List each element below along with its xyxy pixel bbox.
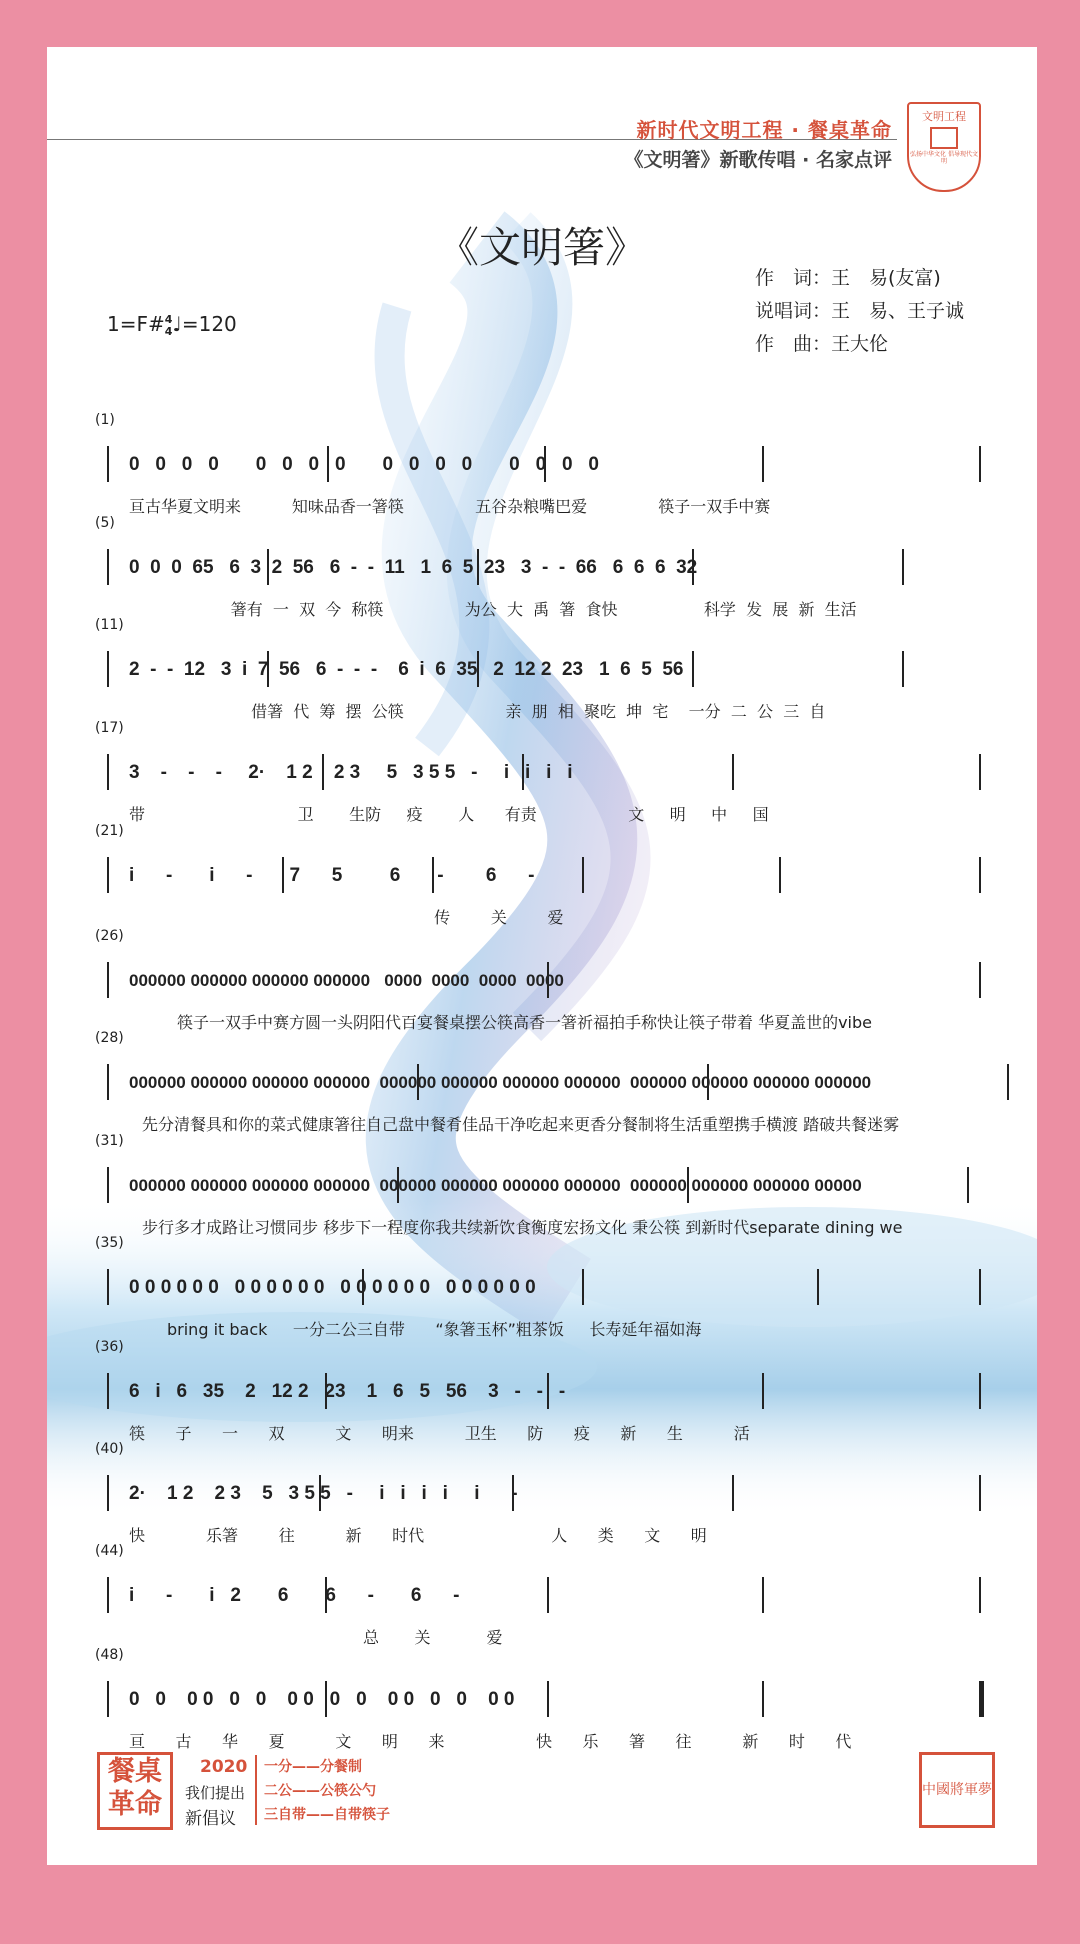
jianpu-notes: 6 i 6 35 2 12 2 23 1 6 5 56 3 - - - <box>129 1381 566 1402</box>
barline <box>979 962 981 998</box>
jianpu-notes: 0 0 0 0 0 0 0 0 0 0 0 0 0 0 0 0 <box>129 454 599 475</box>
barline <box>979 1475 981 1511</box>
barline <box>107 1577 109 1613</box>
staff-row <box>107 442 1032 488</box>
lyrics-line: 借箸 代 筹 摆 公筷 亲 朋 相 聚吃 坤 宅 一分 二 公 三 自 <box>129 702 826 721</box>
lyrics-line: 亘 古 华 夏 文 明 来 快 乐 箸 往 新 时 代 <box>129 1732 852 1751</box>
barline <box>979 754 981 790</box>
barline <box>1007 1064 1009 1100</box>
measure-number: (1) <box>95 412 115 428</box>
jianpu-notes: 3 - - - 2· 1 2 2 3 5 3 5 5 - i i i i <box>129 762 573 783</box>
initiative-1: 一分——分餐制 <box>264 1759 362 1775</box>
barline <box>732 754 734 790</box>
barline <box>107 1373 109 1409</box>
barline <box>979 1269 981 1305</box>
lyrics-line: 快 乐箸 往 新 时代 人 类 文 明 <box>129 1526 707 1545</box>
footer-proposal-2: 新倡议 <box>185 1809 236 1829</box>
wenming-gongcheng-seal: 文明工程 弘扬中华文化 倡导现代文明 <box>907 102 981 192</box>
initiative-2: 二公——公筷公勺 <box>264 1783 376 1799</box>
jianpu-notes: i - i 2 6 6 - 6 - <box>129 1585 460 1606</box>
measure-number: (17) <box>95 720 124 736</box>
lyrics-line: 总 关 爱 <box>129 1628 503 1647</box>
canzhuo-geming-badge: 餐桌 革命 <box>97 1752 173 1830</box>
staff-row <box>107 1471 1032 1517</box>
key-signature: 1=F#4 4♩=120 <box>107 312 237 338</box>
barline <box>979 857 981 893</box>
staff-row <box>107 1677 1032 1723</box>
barline <box>762 1373 764 1409</box>
barline <box>107 1269 109 1305</box>
initiative-3: 三自带——自带筷子 <box>264 1807 390 1823</box>
song-title: 《文明箸》 <box>436 223 647 272</box>
measure-number: (11) <box>95 617 124 633</box>
lyrics-line: 先分清餐具和你的菜式健康箸往自己盘中餐肴佳品干净吃起来更香分餐制将生活重塑携手横渡 踏破共餐迷雾 <box>142 1115 900 1134</box>
chinese-seal-stamp: 中國將軍夢 <box>919 1752 995 1828</box>
barline <box>547 1577 549 1613</box>
barline <box>979 1681 984 1717</box>
barline <box>107 651 109 687</box>
jianpu-notes: 0 0 0 0 0 0 0 0 0 0 0 0 0 0 0 0 0 0 0 0 0 0 0 0 <box>129 1277 536 1298</box>
staff-row <box>107 647 1032 693</box>
measure-number: (40) <box>95 1441 124 1457</box>
header-line-1: 新时代文明工程 · 餐桌革命 <box>636 118 892 142</box>
barline <box>107 857 109 893</box>
lyrics-line: 步行多才成路让习惯同步 移步下一程度你我共续新饮食衡度宏扬文化 秉公筷 到新时代separate dining we <box>142 1218 903 1237</box>
lyrics-line: 传 关 爱 <box>129 908 564 927</box>
barline <box>817 1269 819 1305</box>
barline <box>107 446 109 482</box>
jianpu-notes: 0 0 0 0 0 0 0 0 0 0 0 0 0 0 0 0 <box>129 1689 515 1710</box>
barline <box>779 857 781 893</box>
staff-row <box>107 1060 1032 1106</box>
jianpu-notes: 000000 000000 000000 000000 000000 000000 000000 000000 000000 000000 000000 00000 <box>129 1176 862 1195</box>
barline <box>979 1373 981 1409</box>
measure-number: (21) <box>95 823 124 839</box>
composer-credit: 作 曲：王大伦 <box>755 333 889 355</box>
barline <box>762 1577 764 1613</box>
barline <box>979 446 981 482</box>
staff-row <box>107 1163 1032 1209</box>
measure-number: (35) <box>95 1235 124 1251</box>
lyricist-credit: 作 词：王 易(友富) <box>755 267 941 289</box>
barline <box>979 1577 981 1613</box>
barline <box>762 1681 764 1717</box>
barline <box>692 651 694 687</box>
staff-row <box>107 1369 1032 1415</box>
barline <box>107 1064 109 1100</box>
lyrics-line: 筷子一双手中赛方圆一头阴阳代百宴餐桌摆公筷高香一箸祈福拍手称快让筷子带着 华夏盖世的vibe <box>177 1013 873 1032</box>
lyrics-line: bring it back 一分二公三自带 “象箸玉杯”粗茶饭 长寿延年福如海 <box>167 1320 702 1339</box>
sheet-music-page <box>47 47 1037 1865</box>
barline <box>902 651 904 687</box>
measure-number: (31) <box>95 1133 124 1149</box>
footer-divider <box>255 1755 257 1825</box>
barline <box>902 549 904 585</box>
barline <box>967 1167 969 1203</box>
staff-row <box>107 545 1032 591</box>
barline <box>732 1475 734 1511</box>
barline <box>107 1475 109 1511</box>
measure-number: (26) <box>95 928 124 944</box>
footer-initiatives <box>264 1755 390 1827</box>
barline <box>107 962 109 998</box>
measure-number: (48) <box>95 1647 124 1663</box>
measure-number: (5) <box>95 515 115 531</box>
lyrics-line: 带 卫 生防 疫 人 有责 文 明 中 国 <box>129 805 769 824</box>
barline <box>547 1681 549 1717</box>
barline <box>107 1167 109 1203</box>
barline <box>582 1269 584 1305</box>
barline <box>107 754 109 790</box>
barline <box>582 857 584 893</box>
barline <box>762 446 764 482</box>
staff-row <box>107 853 1032 899</box>
jianpu-notes: 2 - - 12 3 i 7 56 6 - - - 6 i 6 35 2 12 2 23 1 6 5 56 <box>129 659 684 680</box>
measure-number: (28) <box>95 1030 124 1046</box>
rap-lyricist-credit: 说唱词：王 易、王子诚 <box>755 300 965 322</box>
lyrics-line: 筷 子 一 双 文 明来 卫生 防 疫 新 生 活 <box>129 1424 750 1443</box>
jianpu-notes: 0 0 0 65 6 3 2 56 6 - - 11 1 6 5 23 3 - - 66 6 6 6 32 <box>129 557 698 578</box>
staff-row <box>107 958 1032 1004</box>
measure-number: (44) <box>95 1543 124 1559</box>
meter: 4 4 <box>164 312 173 338</box>
header-line-2: 《文明箸》新歌传唱 · 名家点评 <box>624 149 892 171</box>
jianpu-notes: 000000 000000 000000 000000 000000 000000 000000 000000 000000 000000 000000 000000 <box>129 1073 872 1092</box>
staff-row <box>107 1265 1032 1311</box>
barline <box>107 549 109 585</box>
measure-number: (36) <box>95 1339 124 1355</box>
footer-proposal-1: 我们提出 <box>185 1784 246 1802</box>
staff-row <box>107 750 1032 796</box>
barline <box>107 1681 109 1717</box>
jianpu-notes: 000000 000000 000000 000000 0000 0000 0000 0000 <box>129 971 564 990</box>
jianpu-notes: i - i - 7 5 6 - 6 - <box>129 865 535 886</box>
jianpu-notes: 2· 1 2 2 3 5 3 5 5 - i i i i i - <box>129 1483 518 1504</box>
footer-year: 2020 <box>200 1757 248 1777</box>
seal-building-icon <box>930 127 958 149</box>
credits-block <box>755 262 964 361</box>
lyrics-line: 亘古华夏文明来 知味品香一箸筷 五谷杂粮嘴巴爱 筷子一双手中赛 <box>129 497 771 516</box>
staff-row <box>107 1573 1032 1619</box>
lyrics-line: 箸有 一 双 今 称筷 为公 大 禹 箸 食快 科学 发 展 新 生活 <box>129 600 857 619</box>
